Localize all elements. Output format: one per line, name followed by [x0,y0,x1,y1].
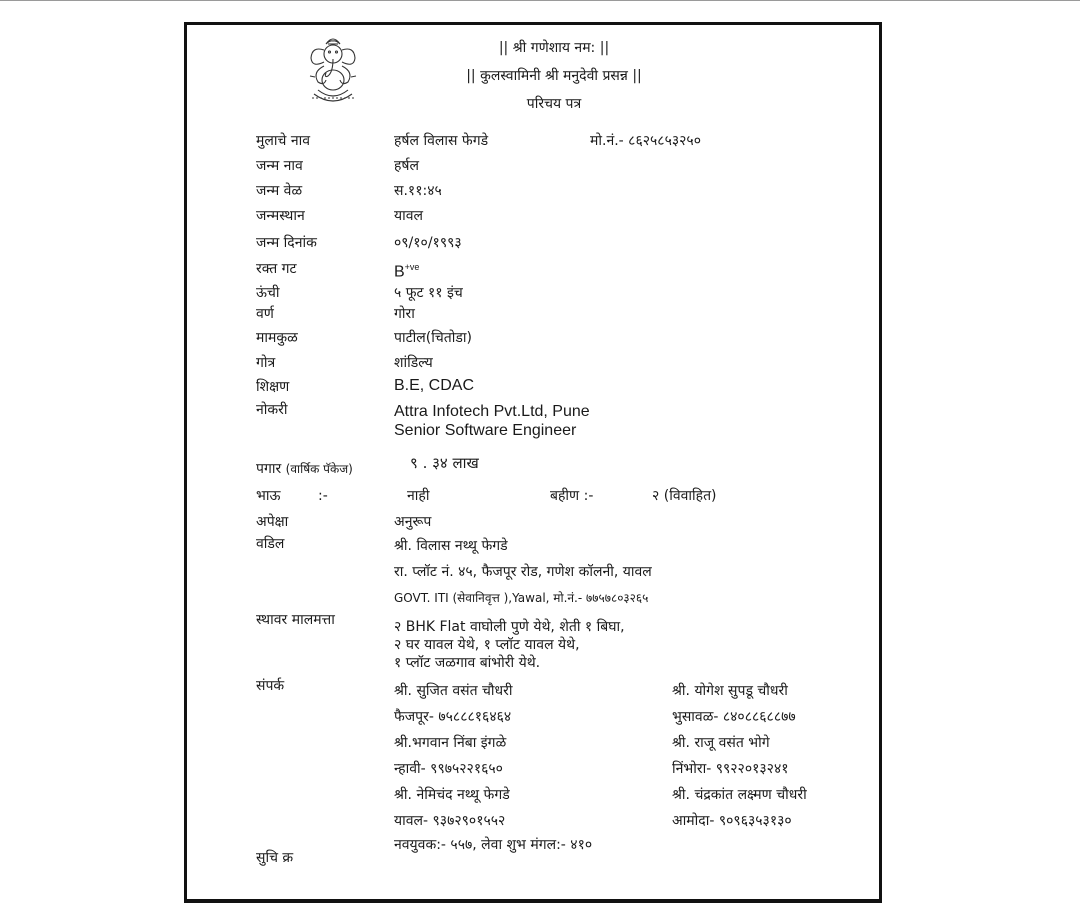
job-company: Attra Infotech Pvt.Ltd, Pune [394,403,590,420]
birth-place-value: यावल [394,208,424,224]
contact-right-6: आमोदा- ९०९६३५३१३० [672,813,792,829]
birth-place-label: जन्मस्थान [256,208,305,224]
ganesha-logo-icon [302,32,364,106]
birth-date-label: जन्म दिनांक [256,235,317,251]
name-value: हर्षल विलास फेगडे [394,133,489,149]
mamkul-value: पाटील(चितोडा) [394,330,472,346]
education-value: B.E, CDAC [394,377,475,394]
salary-label [256,461,353,477]
complexion-label: वर्ण [256,306,274,322]
kuldevi-line: || कुलस्वामिनी श्री मनुदेवी प्रसन्न || [466,68,642,84]
height-value: ५ फूट ११ इंच [394,285,463,301]
gotra-label: गोत्र [256,355,276,371]
sister-value: २ (विवाहित) [652,488,717,504]
contact-left-4: न्हावी- ९९७५२२१६५० [394,761,503,777]
contact-left-6: यावल- ९३७२९०१५५२ [394,813,506,829]
blood-group-letter: B [394,263,405,281]
expectation-label: अपेक्षा [256,514,289,530]
property-line-3: १ प्लॉट जळगाव बांभोरी येथे. [394,655,541,671]
education-label: शिक्षण [256,379,290,395]
contact-right-3: श्री. राजू वसंत भोगे [672,735,770,751]
name-label: मुलाचे नाव [256,133,311,149]
top-divider [0,0,1080,1]
invocation-line: || श्री गणेशाय नम: || [498,40,610,56]
property-line-1: २ BHK Flat वाघोली पुणे येथे, शेती १ बिघा, [394,619,625,635]
property-label: स्थावर मालमत्ता [256,612,335,628]
father-address: रा. प्लॉट नं. ४५, फैजपूर रोड, गणेश कॉलनी, यावल [394,564,652,580]
height-label: ऊंची [256,285,280,301]
salary-label-note: (वार्षिक पॅकेज) [285,462,353,476]
contact-right-4: निंभोरा- ९९२२०१३२४१ [672,761,789,777]
birth-date-value: ०९/१०/१९९३ [394,235,462,251]
blood-group-label: रक्त गट [256,261,297,277]
index-label: सुचि क्र [256,850,294,866]
birth-name-label: जन्म नाव [256,158,303,174]
contact-right-1: श्री. योगेश सुपडू चौधरी [672,683,788,699]
brother-separator: :- [318,488,328,504]
mobile-value: मो.नं.- ८६२५८५३२५० [590,133,701,149]
birth-name-value: हर्षल [394,158,420,174]
brother-value: नाही [407,488,430,504]
property-line-2: २ घर यावल येथे, १ प्लॉट यावल येथे, [394,637,580,653]
contact-left-1: श्री. सुजित वसंत चौधरी [394,683,513,699]
contact-right-2: भुसावळ- ८४०८८६८८७७ [672,709,796,725]
contact-left-5: श्री. नेमिचंद नथ्थू फेगडे [394,787,510,803]
complexion-value: गोरा [394,306,415,322]
birth-time-label: जन्म वेळ [256,183,303,199]
index-value: नवयुवक:- ५५७, लेवा शुभ मंगल:- ४१० [394,837,593,853]
birth-time-value: स.११:४५ [394,183,442,199]
contact-right-5: श्री. चंद्रकांत लक्ष्मण चौधरी [672,787,807,803]
father-name: श्री. विलास नथ्थू फेगडे [394,538,508,554]
contact-left-3: श्री.भगवान निंबा इंगळे [394,735,507,751]
expectation-value: अनुरूप [394,514,432,530]
document-title: परिचय पत्र [526,96,582,112]
salary-label-text: पगार [256,461,282,477]
job-label: नोकरी [256,402,288,418]
blood-group-sign: +ve [404,262,420,272]
salary-value: ९ . ३४ लाख [410,454,479,472]
job-designation: Senior Software Engineer [394,422,577,439]
gotra-value: शांडिल्य [394,355,433,371]
father-label: वडिल [256,536,285,552]
contact-label: संपर्क [256,678,285,694]
contact-left-2: फैजपूर- ७५८८८१६४६४ [394,709,512,725]
blood-group-value [394,259,419,280]
brother-label: भाऊ [256,488,281,504]
sister-label: बहीण :- [550,488,594,504]
mamkul-label: मामकुळ [256,330,298,346]
father-occupation: GOVT. ITI (सेवानिवृत्त ),Yawal, मो.नं.- ७७५७८०३२६५ [394,591,649,605]
